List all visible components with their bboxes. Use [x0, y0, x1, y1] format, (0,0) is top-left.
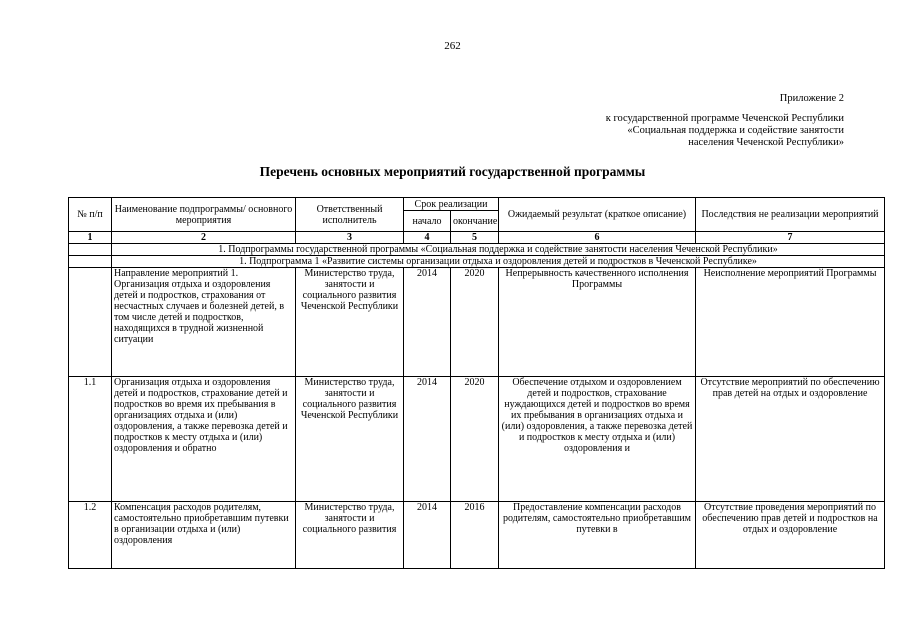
header-consequences: Последствия не реализации мероприятий: [696, 198, 885, 232]
row-end: 2016: [451, 502, 499, 569]
row-start: 2014: [404, 377, 451, 502]
header-num: № п/п: [69, 198, 112, 232]
table-row: [69, 377, 885, 502]
row-executor: Министерство труда, занятости и социального развития: [296, 502, 404, 569]
appendix-line: населения Чеченской Республики»: [688, 137, 844, 148]
row-result: Непрерывность качественного исполнения Программы: [499, 268, 696, 377]
document-title: Перечень основных мероприятий государственной программы: [259, 164, 646, 179]
header-executor: Ответственный исполнитель: [296, 198, 404, 232]
row-consequences: Отсутствие мероприятий по обеспечению прав детей на отдых и оздоровление: [696, 377, 885, 502]
row-end: 2020: [451, 268, 499, 377]
row-num: 1.2: [69, 502, 112, 569]
row-executor: Министерство труда, занятости и социального развития Чеченской Республики: [296, 268, 404, 377]
measures-table: [68, 197, 885, 569]
row-executor: Министерство труда, занятости и социального развития Чеченской Республики: [296, 377, 404, 502]
row-end: 2020: [451, 377, 499, 502]
row-start: 2014: [404, 268, 451, 377]
header-end: окончание: [451, 211, 499, 232]
column-number: 2: [112, 232, 296, 244]
appendix-line: «Социальная поддержка и содействие занятости: [627, 125, 844, 136]
column-number: 6: [499, 232, 696, 244]
column-number: 4: [404, 232, 451, 244]
row-name: Организация отдыха и оздоровления детей и подростков, страхование детей и подростков во время их пребывания в организациях отдыха и (или) оздоровления, а также перевозка детей и подростков к месту отдыха и (или) оздоровления и обратно: [112, 377, 296, 502]
appendix-block: [606, 93, 844, 149]
header-name: Наименование подпрограммы/ основного мероприятия: [112, 198, 296, 232]
row-num: 1.1: [69, 377, 112, 502]
row-consequences: Отсутствие проведения мероприятий по обеспечению прав детей и подростков на отдых и оздоровление: [696, 502, 885, 569]
column-number: 3: [296, 232, 404, 244]
row-num: [69, 268, 112, 377]
column-number: 5: [451, 232, 499, 244]
subprogram-heading: 1. Подпрограмма 1 «Развитие системы организации отдыха и оздоровления детей и подростков в Чеченской Республике»: [112, 256, 885, 268]
page-number: 262: [444, 40, 461, 52]
header-start: начало: [404, 211, 451, 232]
column-number: 7: [696, 232, 885, 244]
header-result: Ожидаемый результат (краткое описание): [499, 198, 696, 232]
appendix-title: Приложение 2: [779, 93, 844, 104]
header-period: Срок реализации: [404, 198, 499, 211]
row-consequences: Неисполнение мероприятий Программы: [696, 268, 885, 377]
section-heading: 1. Подпрограммы государственной программы «Социальная поддержка и содействие занятости населения Чеченской Республики»: [112, 244, 885, 256]
row-result: Обеспечение отдыхом и оздоровлением детей и подростков, страхование нуждающихся детей и подростков во время их пребывания в организациях отдыха и (или) оздоровления, а также перевозка детей и подростков к месту отдыха и (или) оздоровления и: [499, 377, 696, 502]
table-row: [69, 268, 885, 377]
table-row: [69, 502, 885, 569]
appendix-line: к государственной программе Чеченской Республики: [605, 113, 844, 124]
row-name: Компенсация расходов родителям, самостоятельно приобретавшим путевки в организации отдыха и (или) оздоровления: [112, 502, 296, 569]
column-number: 1: [69, 232, 112, 244]
row-name: Направление мероприятий 1. Организация отдыха и оздоровления детей и подростков, страхования от несчастных случаев и болезней детей, в том числе детей и подростков, находящихся в трудной жизненной ситуации: [112, 268, 296, 377]
row-start: 2014: [404, 502, 451, 569]
row-result: Предоставление компенсации расходов родителям, самостоятельно приобретавшим путевки в: [499, 502, 696, 569]
